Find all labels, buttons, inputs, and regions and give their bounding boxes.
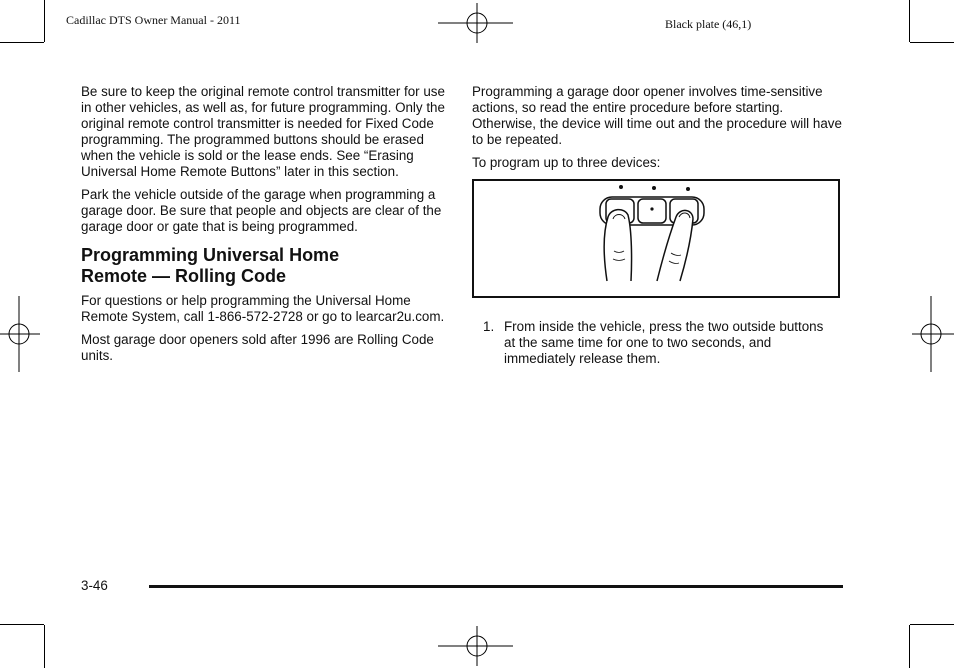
manual-title: Cadillac DTS Owner Manual - 2011 <box>66 13 241 27</box>
paragraph: To program up to three devices: <box>472 155 661 170</box>
page-number: 3-46 <box>81 578 108 593</box>
crop-mark <box>909 625 910 668</box>
paragraph: Be sure to keep the original remote control transmitter for use in other vehicles, as well as, for future programming. Only the original remote control transmitter is needed for Fixed Code programming. The programmed buttons should be erased when the vehicle is sold or the lease ends. See “Erasing Universal Home Remote Buttons” later in this section. <box>81 84 445 179</box>
registration-mark-icon <box>438 626 518 666</box>
step-text: From inside the vehicle, press the two outside buttons at the same time for one to two seconds, and immediately release them. <box>504 319 824 366</box>
left-column <box>81 84 451 371</box>
illustration-frame <box>472 179 840 298</box>
crop-mark <box>44 0 45 42</box>
crop-mark <box>0 624 44 625</box>
crop-mark <box>44 625 45 668</box>
fingers-pressing-buttons-icon <box>474 181 838 296</box>
plate-label: Black plate (46,1) <box>665 17 752 31</box>
paragraph: For questions or help programming the Universal Home Remote System, call 1-866-572-2728 or go to learcar2u.com. <box>81 293 445 324</box>
paragraph: Most garage door openers sold after 1996 are Rolling Code units. <box>81 332 434 363</box>
paragraph: Programming a garage door opener involves time-sensitive actions, so read the entire procedure before starting. Otherwise, the device will time out and the procedure will have to be repeated. <box>472 84 842 147</box>
crop-mark <box>910 42 954 43</box>
registration-mark-icon <box>912 296 954 372</box>
paragraph: Park the vehicle outside of the garage when programming a garage door. Be sure that people and objects are clear of the garage door or gate that is being programmed. <box>81 187 442 234</box>
list-item <box>472 319 826 367</box>
right-column <box>472 84 842 367</box>
footer-rule <box>149 585 843 588</box>
registration-mark-icon <box>0 296 40 372</box>
step-number: 1. <box>483 319 495 334</box>
crop-mark <box>910 624 954 625</box>
registration-mark-icon <box>438 3 518 43</box>
section-heading: Programming Universal Home Remote — Rolling Code <box>81 245 340 286</box>
crop-mark <box>0 42 44 43</box>
crop-mark <box>909 0 910 42</box>
